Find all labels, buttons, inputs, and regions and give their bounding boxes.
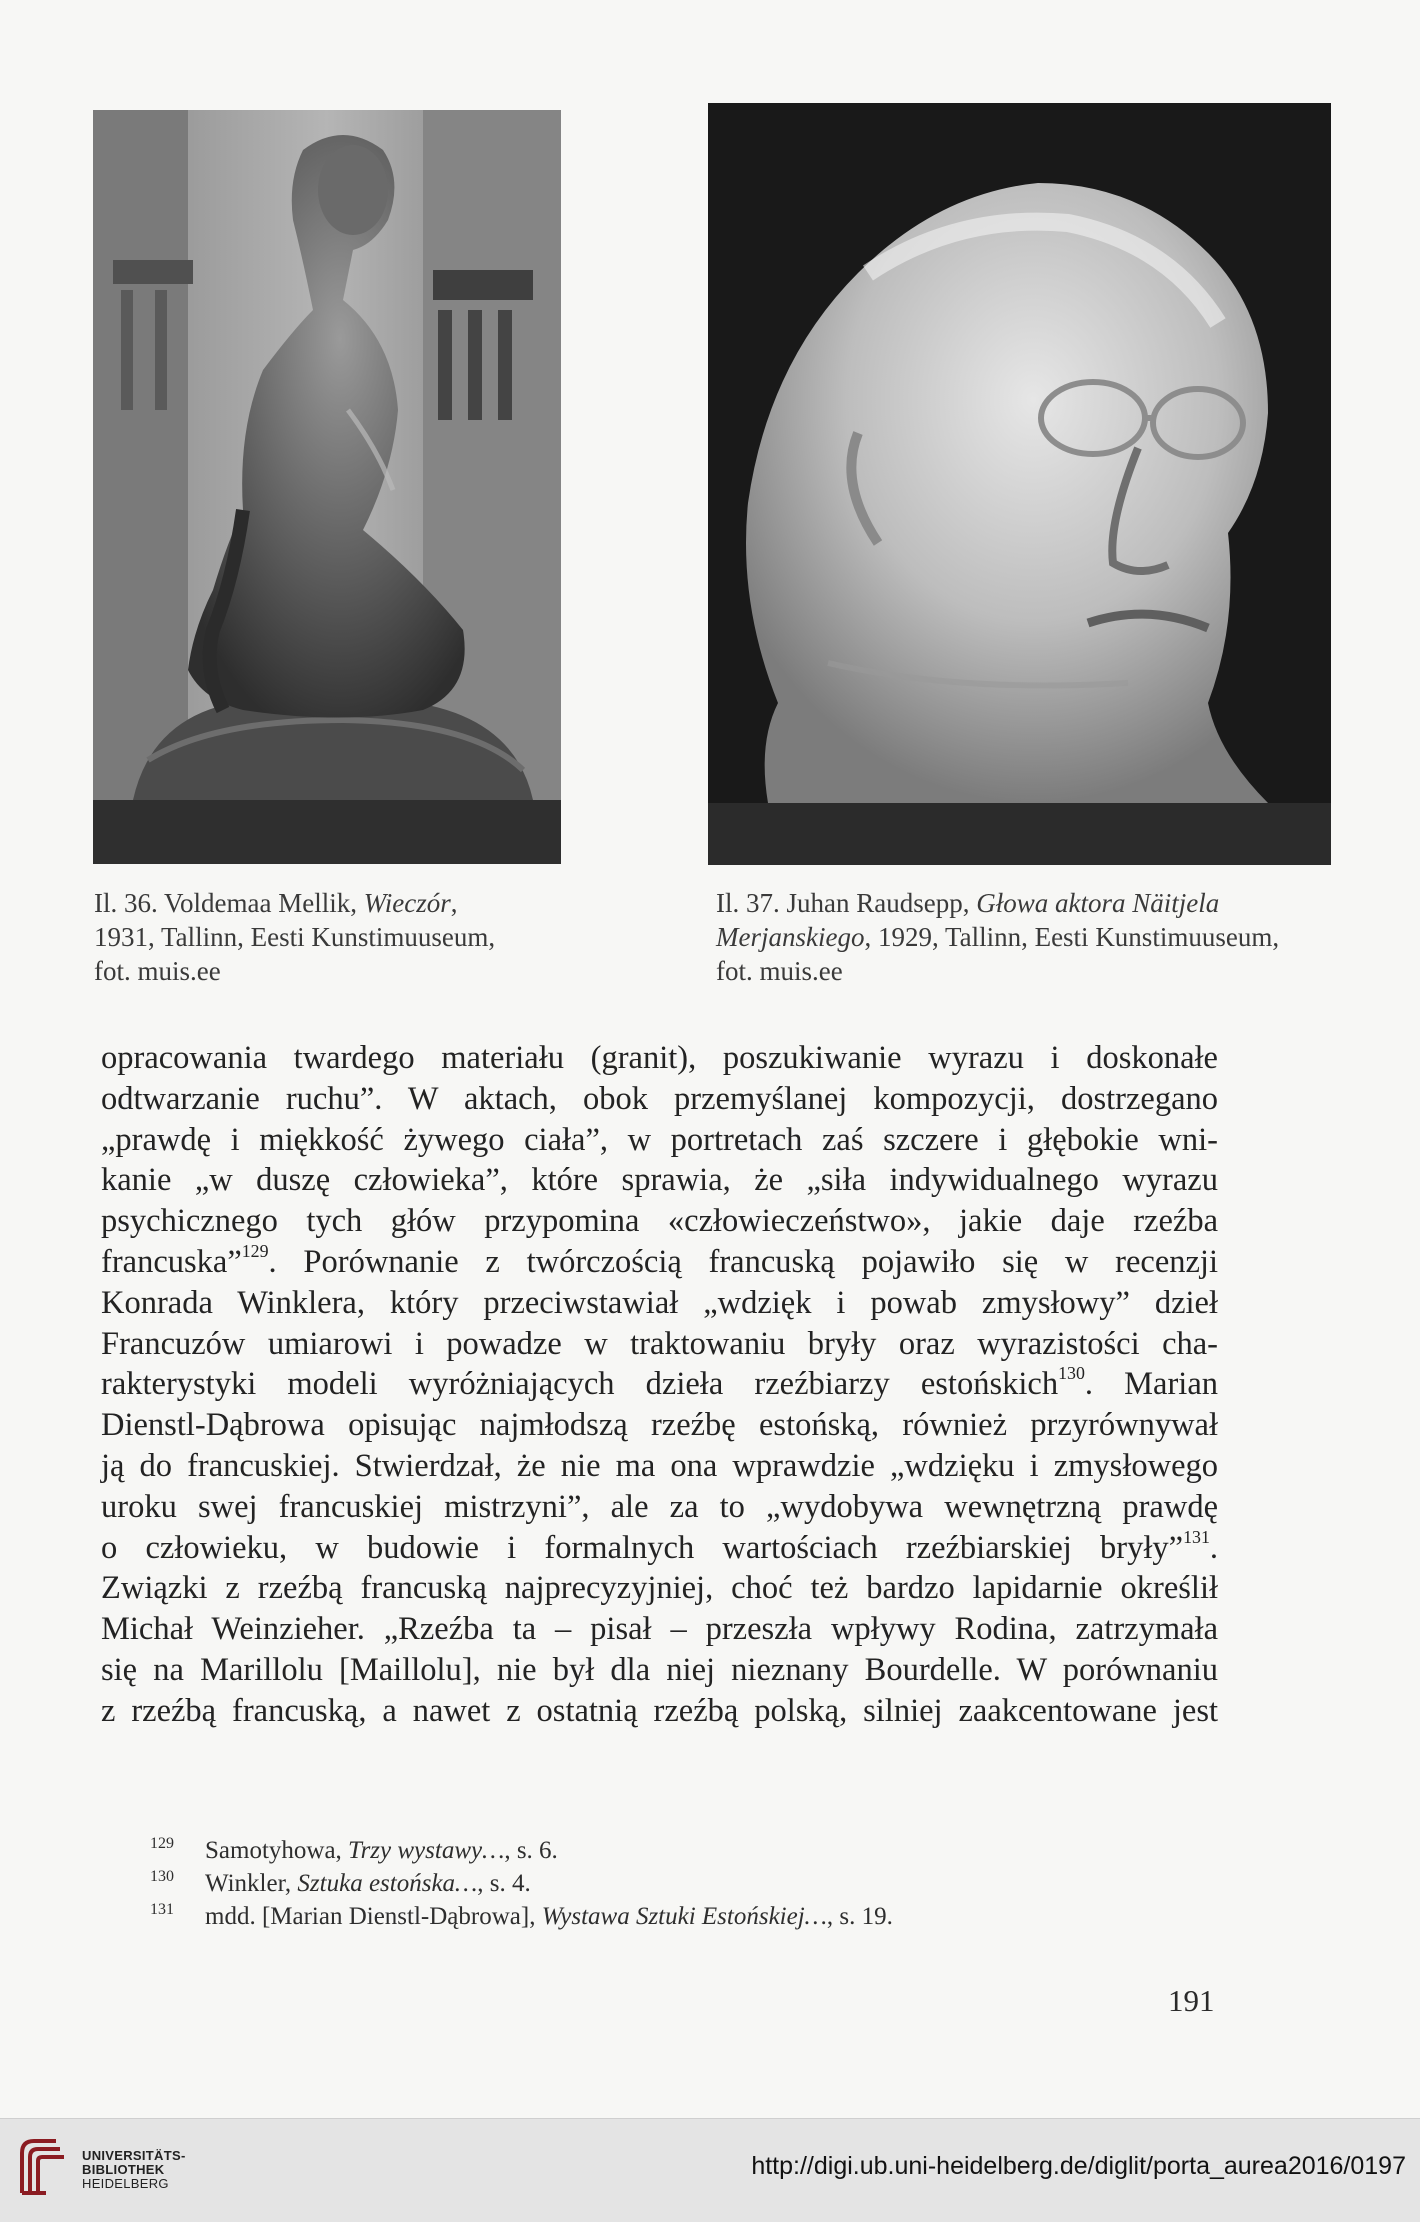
sculpture-kneeling-figure-image	[93, 110, 561, 864]
text-line: psychicznego tych głów przypomina «człowieczeństwo», jakie daje rzeźba	[101, 1203, 1218, 1240]
footnote-number: 130	[150, 1868, 174, 1885]
footnote-ref[interactable]: 130	[1058, 1363, 1085, 1384]
text-line: z rzeźbą francuską, a nawet z ostatnią rzeźbą polską, silniej zaakcentowane jest	[101, 1692, 1218, 1729]
footnote-item: 129 Samotyhowa, Trzy wystawy…, s. 6.	[150, 1834, 1050, 1867]
footnote-number: 129	[150, 1835, 174, 1852]
text-line: o człowieku, w budowie i formalnych wartościach rzeźbiarskiej bryły”$^{131}$.	[101, 1526, 1218, 1566]
caption-line: fot. muis.ee	[716, 956, 843, 986]
body-text	[101, 1038, 1218, 1732]
source-url-link[interactable]: http://digi.ub.uni-heidelberg.de/diglit/porta_aurea2016/0197	[751, 2152, 1406, 2180]
caption-line: fot. muis.ee	[94, 956, 221, 986]
caption-line: Il. 36. Voldemaa Mellik, Wieczór,	[94, 888, 458, 918]
text-line: kanie „w duszę człowieka”, które sprawia, że „siła indywidualnego wyrazu	[101, 1162, 1218, 1199]
library-logo-text: UNIVERSITÄTS- BIBLIOTHEK HEIDELBERG	[82, 2148, 186, 2191]
text-line: odtwarzanie ruchu”. W aktach, obok przemyślanej kompozycji, dostrzegano	[101, 1080, 1218, 1117]
artwork-title: Wieczór	[363, 888, 451, 918]
figure-37-caption	[716, 886, 1356, 988]
text-line: Konrada Winklera, który przeciwstawiał „wdzięk i powab zmysłowy” dzieł	[101, 1284, 1218, 1321]
text-line: „prawdę i miękkość żywego ciała”, w portretach zaś szczere i głębokie wni-	[101, 1121, 1218, 1158]
library-logo-icon[interactable]	[16, 2135, 70, 2199]
text-line: Dienstl-Dąbrowa opisując najmłodszą rzeźbę estońską, również przyrównywał	[101, 1407, 1218, 1444]
page-number: 191	[1168, 1983, 1215, 2018]
sculpture-photo-glowa-aktora	[708, 103, 1331, 865]
sculpture-granite-head-image	[708, 103, 1331, 865]
caption-line: 1931, Tallinn, Eesti Kunstimuuseum,	[94, 922, 496, 952]
footnote-item: 130 Winkler, Sztuka estońska…, s. 4.	[150, 1867, 1050, 1900]
text-line: uroku swej francuskiej mistrzyni”, ale za to „wydobywa wewnętrzną prawdę	[101, 1488, 1218, 1525]
text-line: francuska”$^{129}$. Porównanie z twórczością francuską pojawiło się w recenzji	[101, 1240, 1218, 1280]
text-line: opracowania twardego materiału (granit), poszukiwanie wyrazu i doskonałe	[101, 1040, 1218, 1076]
text-line: ją do francuskiej. Stwierdzał, że nie ma ona wprawdzie „wdzięku i zmysłowego	[101, 1447, 1218, 1484]
artwork-title-cont: Merjanskiego	[716, 922, 865, 952]
footnote-ref[interactable]: 129	[241, 1240, 269, 1261]
text-line: się na Marillolu [Maillolu], nie był dla niej nieznany Bourdelle. W porównaniu	[101, 1651, 1218, 1688]
figure-36-caption	[94, 886, 564, 988]
footnote-number: 131	[150, 1901, 174, 1918]
text-line: Francuzów umiarowi i powadze w traktowaniu bryły oraz wyrazistości cha-	[101, 1325, 1218, 1362]
sculpture-photo-wieczor	[93, 110, 561, 864]
footnotes	[150, 1834, 1050, 1933]
artwork-title: Głowa aktora Näitjela	[976, 888, 1220, 918]
text-line: Michał Weinzieher. „Rzeźba ta – pisał – przeszła wpływy Rodina, zatrzymała	[101, 1611, 1218, 1648]
text-line: Związki z rzeźbą francuską najprecyzyjniej, choć też bardzo lapidarnie określił	[101, 1570, 1218, 1607]
footnote-ref[interactable]: 131	[1183, 1526, 1210, 1547]
footnote-item: 131 mdd. [Marian Dienstl-Dąbrowa], Wystawa Sztuki Estońskiej…, s. 19.	[150, 1900, 1050, 1933]
library-footer	[0, 2118, 1420, 2222]
text-line: rakterystyki modeli wyróżniających dzieła rzeźbiarzy estońskich$^{130}$. Marian	[101, 1363, 1219, 1403]
caption-line: Il. 37. Juhan Raudsepp, Głowa aktora Näitjela	[716, 888, 1220, 918]
caption-line: Merjanskiego, 1929, Tallinn, Eesti Kunstimuuseum,	[716, 922, 1280, 952]
